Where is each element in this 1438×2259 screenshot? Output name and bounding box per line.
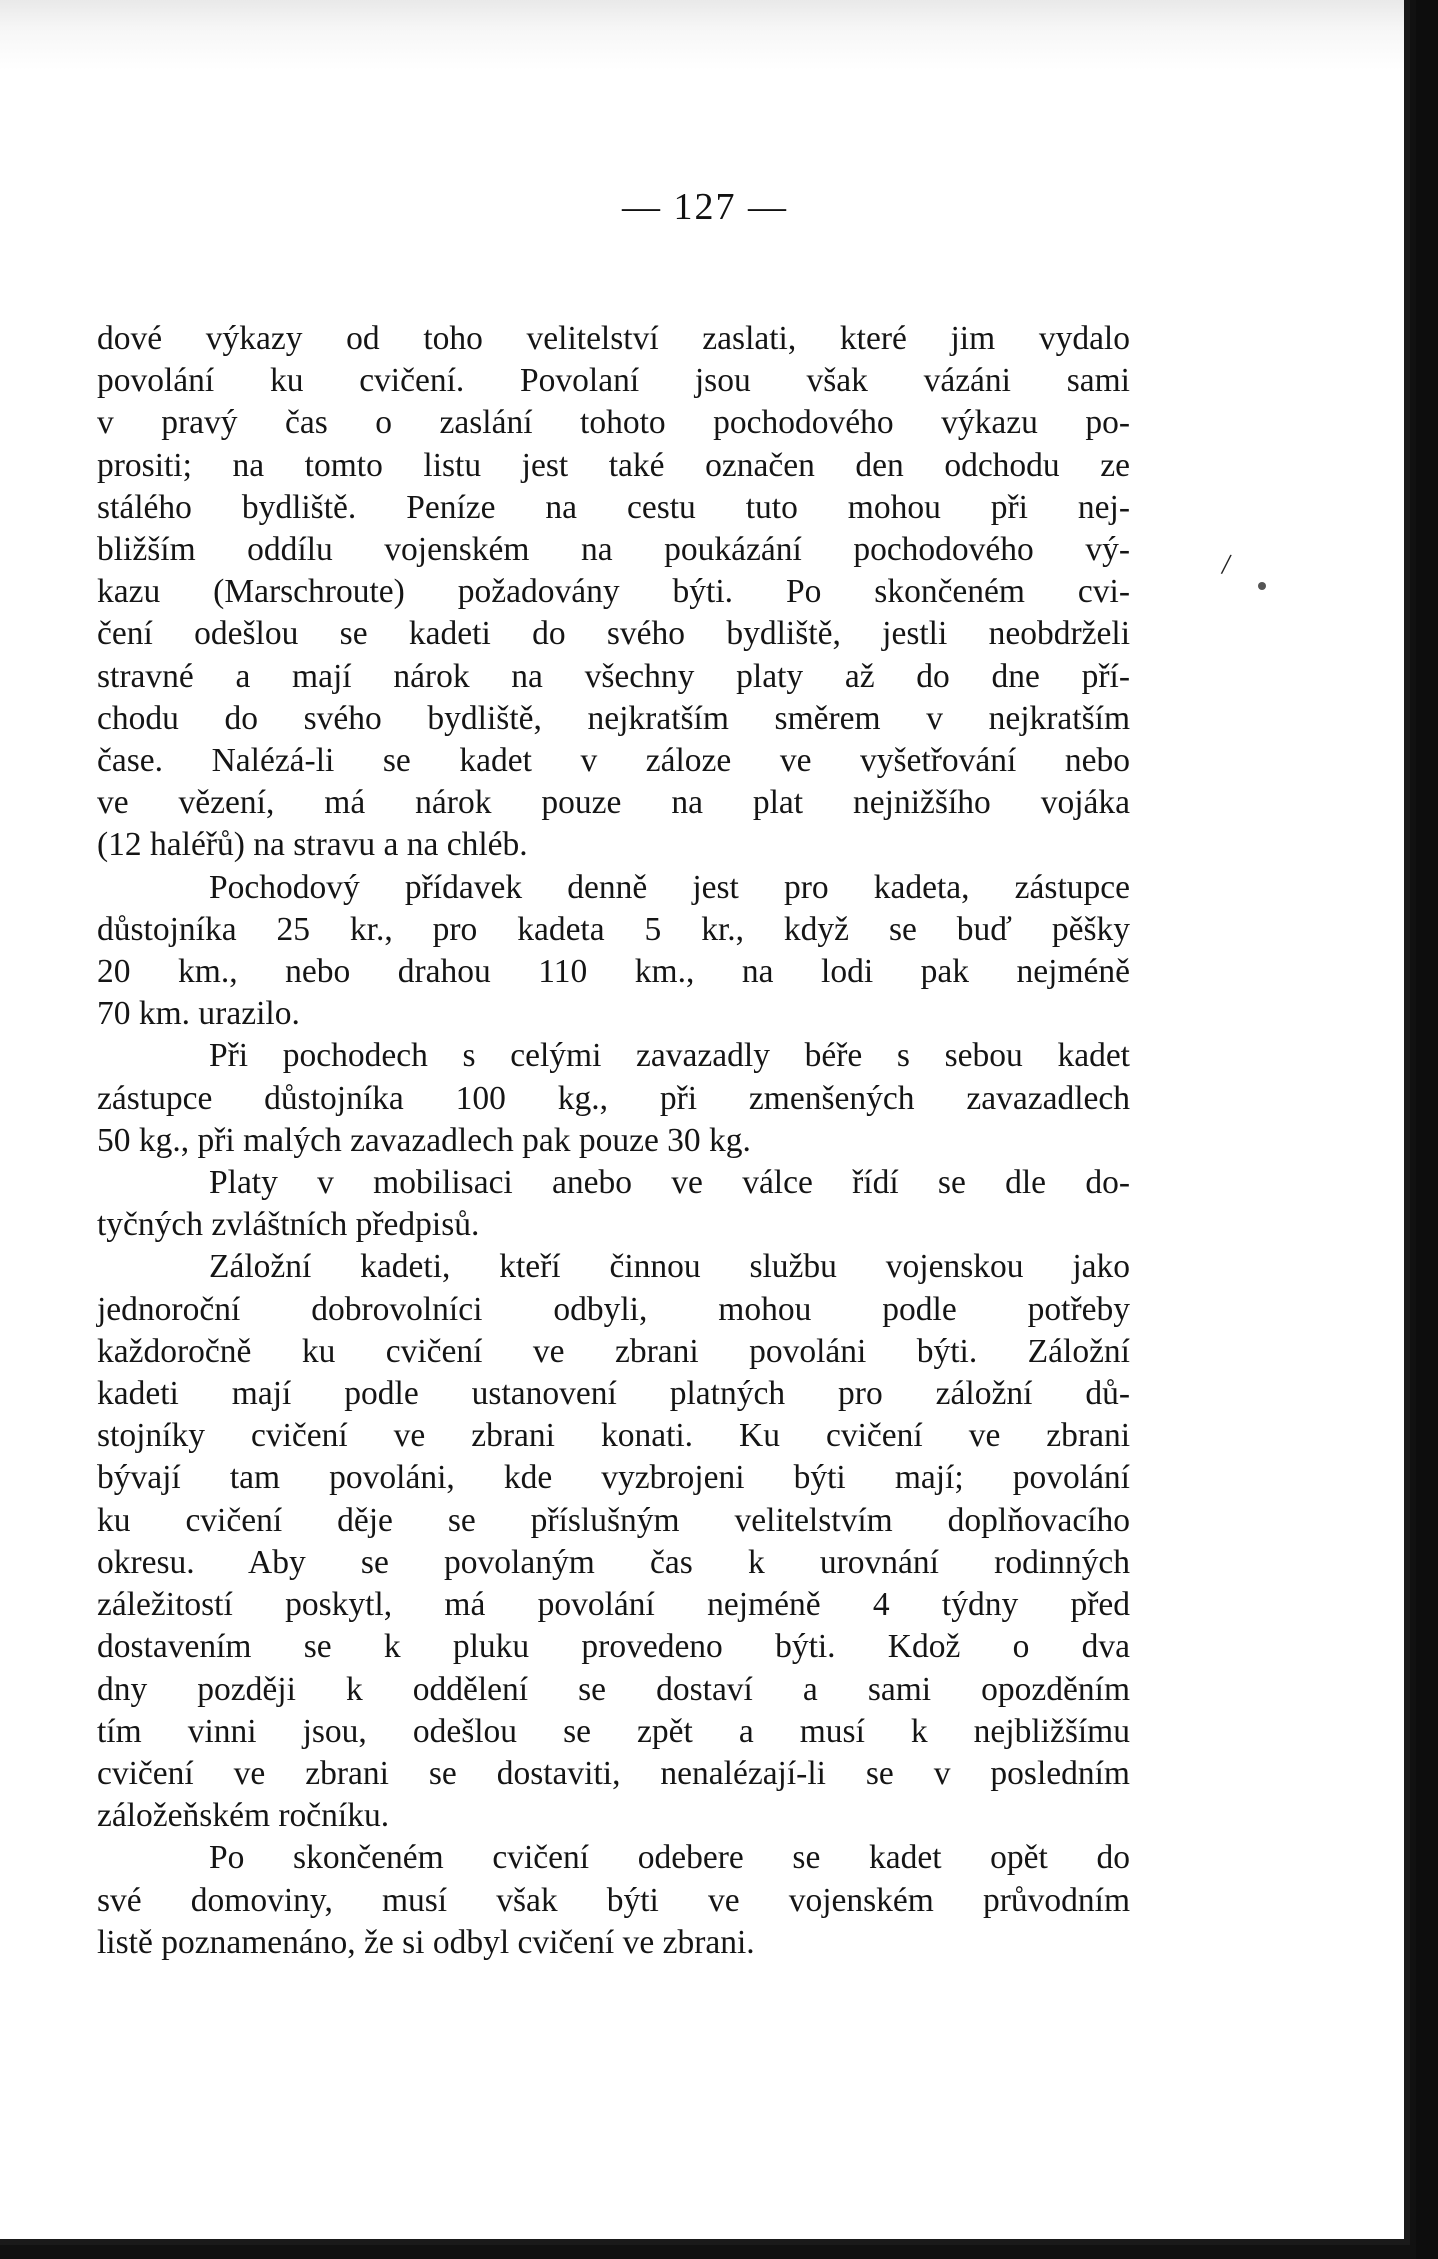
- text-line: Při pochodech s celými zavazadly béře s sebou kadet: [209, 1037, 1130, 1075]
- text-line: listě poznamenáno, že si odbyl cvičení ve zbrani.: [97, 1923, 755, 1961]
- text-line: 20 km., nebo drahou 110 km., na lodi pak nejméně: [97, 953, 1130, 991]
- body-text: [97, 318, 1130, 1964]
- scan-right-edge: [1416, 0, 1438, 2259]
- text-line: povolání ku cvičení. Povolaní jsou však vázáni sami: [97, 362, 1130, 400]
- text-line: cvičení ve zbrani se dostaviti, nenalézají-li se v posledním: [97, 1754, 1130, 1792]
- text-line: stravné a mají nárok na všechny platy až do dne pří-: [97, 657, 1130, 695]
- text-line: důstojníka 25 kr., pro kadeta 5 kr., když se buď pěšky: [97, 910, 1130, 948]
- text-line: Záložní kadeti, kteří činnou službu vojenskou jako: [209, 1248, 1130, 1286]
- text-line: 70 km. urazilo.: [97, 995, 300, 1033]
- text-line: ku cvičení děje se příslušným velitelstvím doplňovacího: [97, 1501, 1130, 1539]
- text-line: tím vinni jsou, odešlou se zpět a musí k nejbližšímu: [97, 1712, 1130, 1750]
- text-line: kazu (Marschroute) požadovány býti. Po skončeném cvi-: [97, 573, 1130, 611]
- text-line: záležitostí poskytl, má povolání nejméně 4 týdny před: [97, 1586, 1130, 1624]
- page-number: — 127 —: [622, 186, 788, 228]
- text-line: bližším oddílu vojenském na poukázání pochodového vý-: [97, 531, 1130, 569]
- text-line: Pochodový přídavek denně jest pro kadeta, zástupce: [209, 868, 1130, 906]
- text-line: dostavením se k pluku provedeno býti. Kdož o dva: [97, 1628, 1130, 1666]
- text-line: v pravý čas o zaslání tohoto pochodového výkazu po-: [97, 404, 1130, 442]
- text-line: záložeňském ročníku.: [97, 1797, 390, 1835]
- text-line: dové výkazy od toho velitelství zaslati, které jim vydalo: [97, 320, 1130, 357]
- text-line: každoročně ku cvičení ve zbrani povoláni býti. Záložní: [97, 1332, 1130, 1370]
- text-line: Platy v mobilisaci anebo ve válce řídí se dle do-: [209, 1164, 1130, 1202]
- text-line: stojníky cvičení ve zbrani konati. Ku cvičení ve zbrani: [97, 1417, 1130, 1455]
- text-line: své domoviny, musí však býti ve vojenském průvodním: [97, 1881, 1130, 1919]
- text-line: bývají tam povoláni, kde vyzbrojeni býti mají; povolání: [97, 1459, 1130, 1497]
- text-line: stálého bydliště. Peníze na cestu tuto mohou při nej-: [97, 488, 1130, 526]
- text-line: kadeti mají podle ustanovení platných pro záložní dů-: [97, 1375, 1130, 1413]
- text-line: ve vězení, má nárok pouze na plat nejnižšího vojáka: [97, 784, 1130, 822]
- scan-top-edge: [0, 0, 1410, 70]
- text-line: prositi; na tomto listu jest také označen den odchodu ze: [97, 446, 1130, 484]
- text-line: (12 haléřů) na stravu a na chléb.: [97, 826, 528, 864]
- text-line: jednoroční dobrovolníci odbyli, mohou podle potřeby: [97, 1290, 1130, 1328]
- text-line: Po skončeném cvičení odebere se kadet opět do: [209, 1839, 1130, 1877]
- text-line: čase. Nalézá-li se kadet v záloze ve vyšetřování nebo: [97, 742, 1130, 780]
- text-line: chodu do svého bydliště, nejkratším směrem v nejkratším: [97, 699, 1130, 737]
- text-line: tyčných zvláštních předpisů.: [97, 1206, 480, 1244]
- margin-pencil-mark: /: [1219, 547, 1233, 582]
- text-line: 50 kg., při malých zavazadlech pak pouze 30 kg.: [97, 1121, 751, 1159]
- text-line: dny později k oddělení se dostaví a sami opozděním: [97, 1670, 1130, 1708]
- text-line: zástupce důstojníka 100 kg., při zmenšených zavazadlech: [97, 1079, 1130, 1117]
- margin-dot-mark: [1258, 582, 1266, 590]
- text-line: okresu. Aby se povolaným čas k urovnání rodinných: [97, 1543, 1130, 1581]
- text-line: čení odešlou se kadeti do svého bydliště, jestli neobdrželi: [97, 615, 1130, 653]
